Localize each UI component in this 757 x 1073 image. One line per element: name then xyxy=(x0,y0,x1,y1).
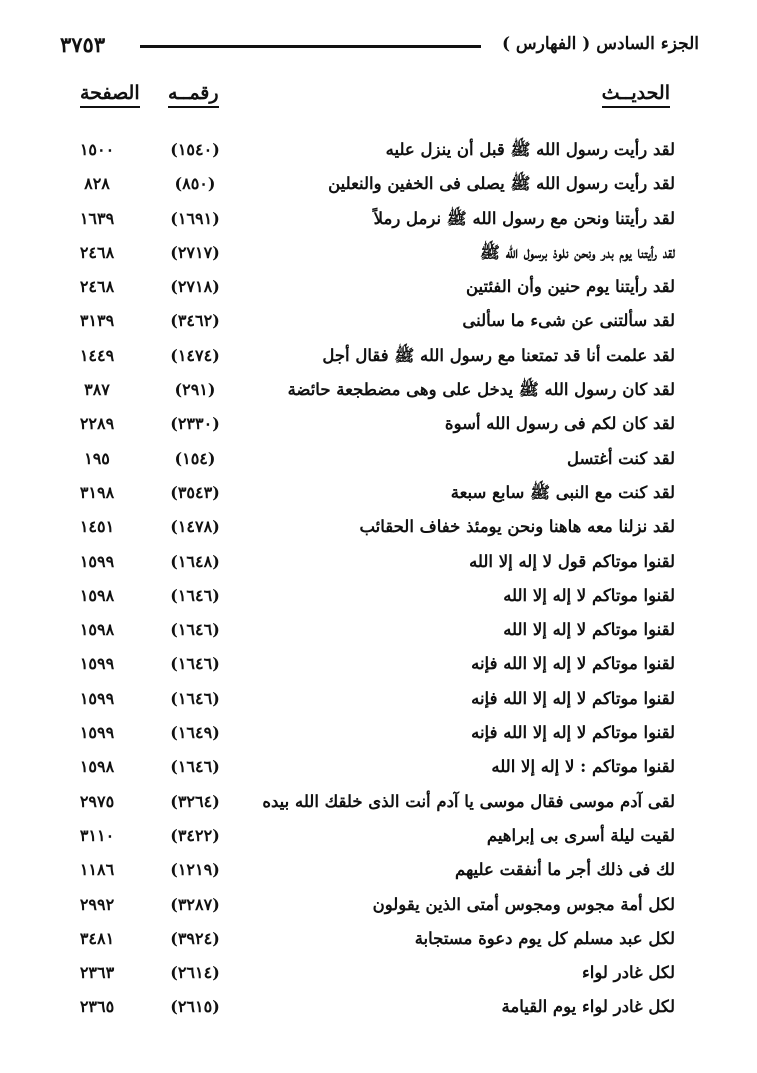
page-ref: ١٤٤٩ xyxy=(79,345,115,365)
index-row xyxy=(0,956,757,990)
index-row xyxy=(0,407,757,441)
page-ref: ٢٤٦٨ xyxy=(79,277,115,297)
hadith-number: (١٦٩١) xyxy=(170,208,220,228)
hadith-number: (٣٢٨٧) xyxy=(170,894,220,914)
hadith-number: (٢٦١٥) xyxy=(170,997,220,1017)
hadith-number: (٨٥٠) xyxy=(174,174,216,194)
page-ref: ٣١١٠ xyxy=(79,825,115,845)
index-list xyxy=(0,133,757,1025)
page-ref: ٣٨٧ xyxy=(84,380,110,400)
hadith-text: لكل أمة مجوس ومجوس أمتى الذين يقولون xyxy=(372,894,675,914)
hadith-text: لقد علمت أنا قد تمتعنا مع رسول الله ﷺ فقال أجل xyxy=(322,345,675,365)
hadith-text: لك فى ذلك أجر ما أنفقت عليهم xyxy=(454,860,675,880)
hadith-number: (١٦٤٩) xyxy=(170,723,220,743)
index-row xyxy=(0,750,757,784)
index-row xyxy=(0,270,757,304)
hadith-number: (٣٩٢٤) xyxy=(170,928,220,948)
page-ref: ١٥٩٨ xyxy=(79,620,115,640)
page-ref: ١٦٣٩ xyxy=(79,208,115,228)
hadith-number: (٣٢٦٤) xyxy=(170,791,220,811)
hadith-text: لقنوا موتاكم : لا إله إلا الله xyxy=(491,757,675,777)
page-ref: ١٤٥١ xyxy=(79,517,115,537)
hadith-text: لقد كان لكم فى رسول الله أسوة xyxy=(444,414,675,434)
hadith-text: لقنوا موتاكم لا إله إلا الله xyxy=(503,585,675,605)
hadith-text: لكل غادر لواء يوم القيامة xyxy=(501,997,675,1017)
page-ref: ٢٣٦٥ xyxy=(79,997,115,1017)
hadith-text: لقد نزلنا معه هاهنا ونحن يومئذ خفاف الحقائب xyxy=(359,517,675,537)
hadith-number: (١٦٤٨) xyxy=(170,551,220,571)
page-number: ٣٧٥٣ xyxy=(60,32,106,57)
page-ref: ١٥٠٠ xyxy=(79,140,115,159)
index-row xyxy=(0,510,757,544)
hadith-number: (٢٧١٧) xyxy=(170,242,220,262)
index-row xyxy=(0,476,757,510)
hadith-number: (١٤٧٨) xyxy=(170,517,220,537)
hadith-number: (١٦٤٦) xyxy=(170,757,220,777)
hadith-text: لقد رأيتنا يوم حنين وأن الفئتين xyxy=(465,277,675,297)
hadith-text: لقد كنت أغتسل xyxy=(567,448,675,468)
page-ref: ٢٣٦٣ xyxy=(79,963,115,983)
hadith-text: لقى آدم موسى فقال موسى يا آدم أنت الذى خلقك الله بيده xyxy=(262,791,675,811)
hadith-text: لقنوا موتاكم لا إله إلا الله فإنه xyxy=(471,688,675,708)
hadith-text: لكل غادر لواء xyxy=(582,963,675,983)
index-row xyxy=(0,716,757,750)
page-ref: ١٥٩٩ xyxy=(79,688,115,708)
index-row xyxy=(0,579,757,613)
hadith-number: (٢٦١٤) xyxy=(170,963,220,983)
running-head: الجزء السادس ( الفهارس ) xyxy=(501,34,699,54)
hadith-number: (١٦٤٦) xyxy=(170,654,220,674)
page-ref: ٣٤٨١ xyxy=(79,928,115,948)
hadith-number: (١٤٧٤) xyxy=(170,345,220,365)
hadith-number: (١٥٤) xyxy=(174,448,216,468)
hadith-text: لقد سألتنى عن شىء ما سألنى xyxy=(462,311,675,331)
index-row xyxy=(0,339,757,373)
column-header-hadith: الحديــث xyxy=(602,82,670,104)
column-header-number: رقمــه xyxy=(168,82,219,104)
page-ref: ١٥٩٨ xyxy=(79,585,115,605)
index-row xyxy=(0,819,757,853)
page-ref: ١٥٩٩ xyxy=(79,723,115,743)
hadith-text: لقد رأيت رسول الله ﷺ قبل أن ينزل عليه xyxy=(385,140,675,159)
index-row xyxy=(0,922,757,956)
hadith-number: (١٦٤٦) xyxy=(170,620,220,640)
page-header xyxy=(60,28,699,64)
page-ref: ٢٢٨٩ xyxy=(79,414,115,434)
page-ref: ١٥٩٩ xyxy=(79,654,115,674)
index-row xyxy=(0,853,757,887)
index-row xyxy=(0,888,757,922)
index-row xyxy=(0,236,757,270)
index-row xyxy=(0,613,757,647)
hadith-number: (٣٥٤٣) xyxy=(170,482,220,502)
hadith-text: لقنوا موتاكم لا إله إلا الله xyxy=(503,620,675,640)
index-row xyxy=(0,304,757,338)
page-ref: ٣١٩٨ xyxy=(79,482,115,502)
page-ref: ٢٩٩٢ xyxy=(79,894,115,914)
page-ref: ٣١٣٩ xyxy=(79,311,115,331)
index-row xyxy=(0,373,757,407)
hadith-number: (٢٩١) xyxy=(174,380,216,400)
page-ref: ١٥٩٨ xyxy=(79,757,115,777)
hadith-number: (٣٤٦٢) xyxy=(170,311,220,331)
page-ref: ١٩٥ xyxy=(84,448,110,468)
column-header-page: الصفحة xyxy=(80,82,140,104)
page-ref: ٢٩٧٥ xyxy=(79,791,115,811)
page-ref: ١١٨٦ xyxy=(79,860,115,880)
index-row xyxy=(0,785,757,819)
page-ref: ٨٢٨ xyxy=(84,174,110,194)
hadith-number: (٢٧١٨) xyxy=(170,277,220,297)
hadith-number: (١٦٤٦) xyxy=(170,585,220,605)
page-ref: ١٥٩٩ xyxy=(79,551,115,571)
hadith-text: لقد كان رسول الله ﷺ يدخل على وهى مضطجعة حائضة xyxy=(287,380,675,400)
index-row xyxy=(0,442,757,476)
hadith-text: لقنوا موتاكم لا إله إلا الله فإنه xyxy=(471,654,675,674)
hadith-text: لقد كنت مع النبى ﷺ سابع سبعة xyxy=(450,482,675,502)
hadith-text: لقيت ليلة أسرى بى إبراهيم xyxy=(486,825,675,845)
hadith-number: (١٦٤٦) xyxy=(170,688,220,708)
index-row xyxy=(0,545,757,579)
hadith-text: لقنوا موتاكم لا إله إلا الله فإنه xyxy=(471,723,675,743)
hadith-text: لكل عبد مسلم كل يوم دعوة مستجابة xyxy=(414,928,675,948)
hadith-number: (١٥٤٠) xyxy=(170,140,220,159)
header-rule xyxy=(140,45,481,48)
index-row xyxy=(0,682,757,716)
index-row xyxy=(0,990,757,1024)
page-ref: ٢٤٦٨ xyxy=(79,242,115,262)
index-row xyxy=(0,202,757,236)
index-row xyxy=(0,167,757,201)
index-row xyxy=(0,647,757,681)
hadith-text: لقد رأيتنا ونحن مع رسول الله ﷺ نرمل رملاً xyxy=(373,208,675,228)
hadith-number: (٢٣٣٠) xyxy=(170,414,220,434)
hadith-number: (٣٤٢٢) xyxy=(170,825,220,845)
hadith-text: لقنوا موتاكم قول لا إله إلا الله xyxy=(469,551,675,571)
index-row xyxy=(0,133,757,167)
hadith-text: لقد رأيت رسول الله ﷺ يصلى فى الخفين والنعلين xyxy=(328,174,675,194)
hadith-text: لقد رأيتنا يوم بدر ونحن نلوذ برسول الله ﷺ xyxy=(479,242,675,262)
hadith-number: (١٢١٩) xyxy=(170,860,220,880)
